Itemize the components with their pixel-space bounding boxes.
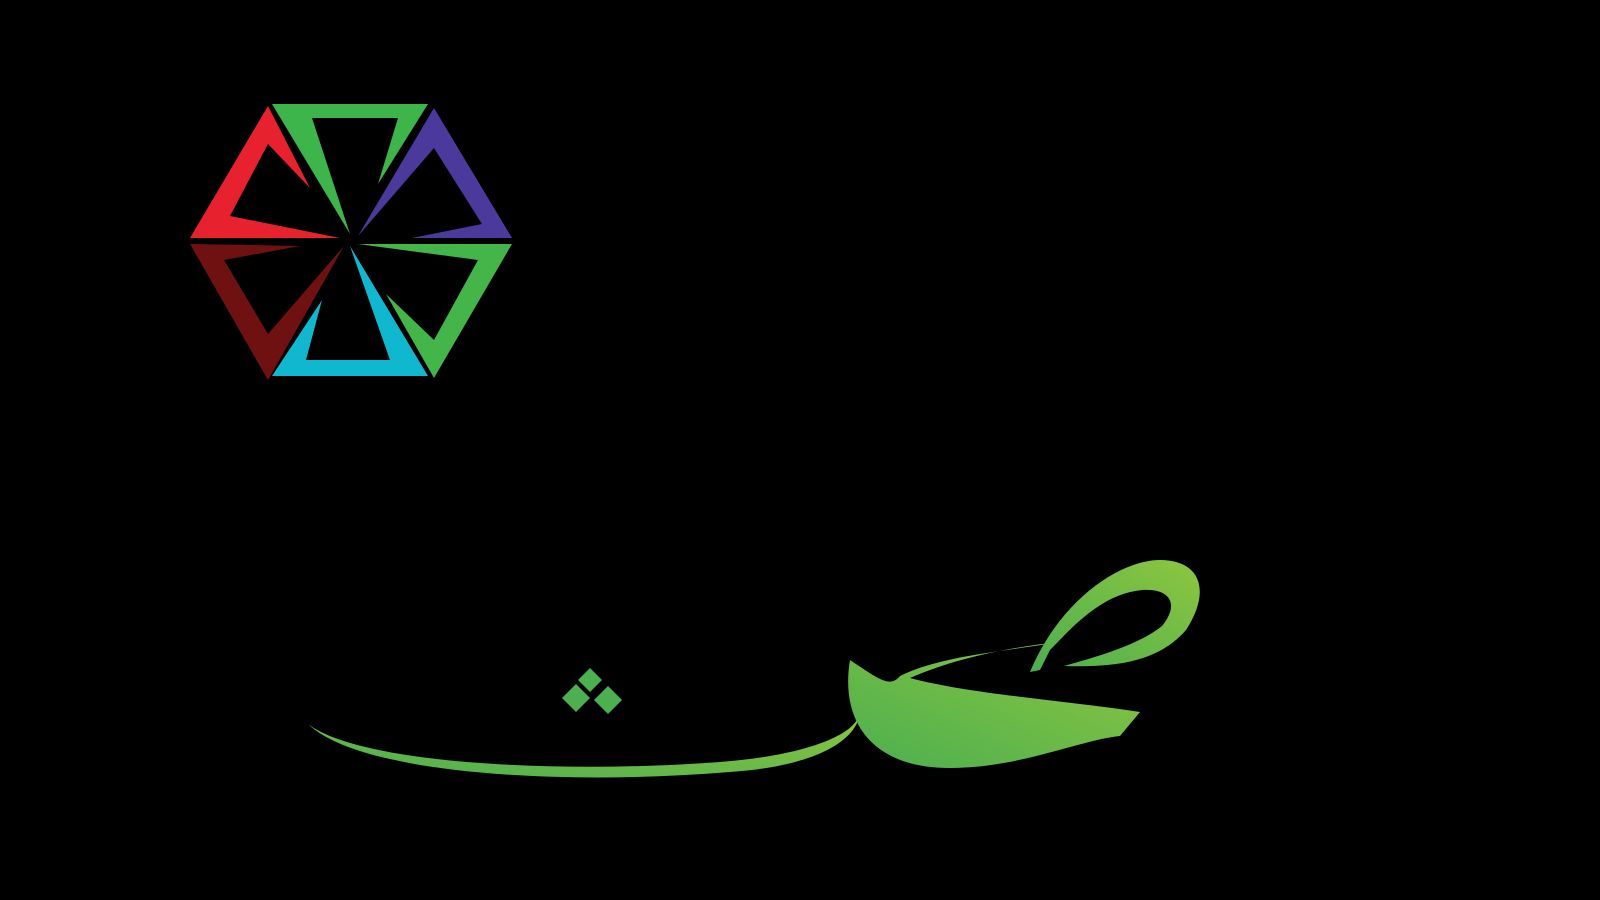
logo-segment-dark-red <box>190 244 344 380</box>
wordmark-dot-2 <box>594 686 622 714</box>
wordmark-loop <box>1030 560 1200 672</box>
wordmark-dot-3 <box>578 668 602 692</box>
wordmark-text <box>0 0 1 1</box>
logo-segment-purple <box>358 108 512 238</box>
wordmark-base-stroke <box>308 710 860 777</box>
wordmark-dot-1 <box>562 684 590 712</box>
hexagon-triangles-logo-icon <box>190 104 520 388</box>
arabic-wordmark-calligraphy <box>300 560 1220 810</box>
